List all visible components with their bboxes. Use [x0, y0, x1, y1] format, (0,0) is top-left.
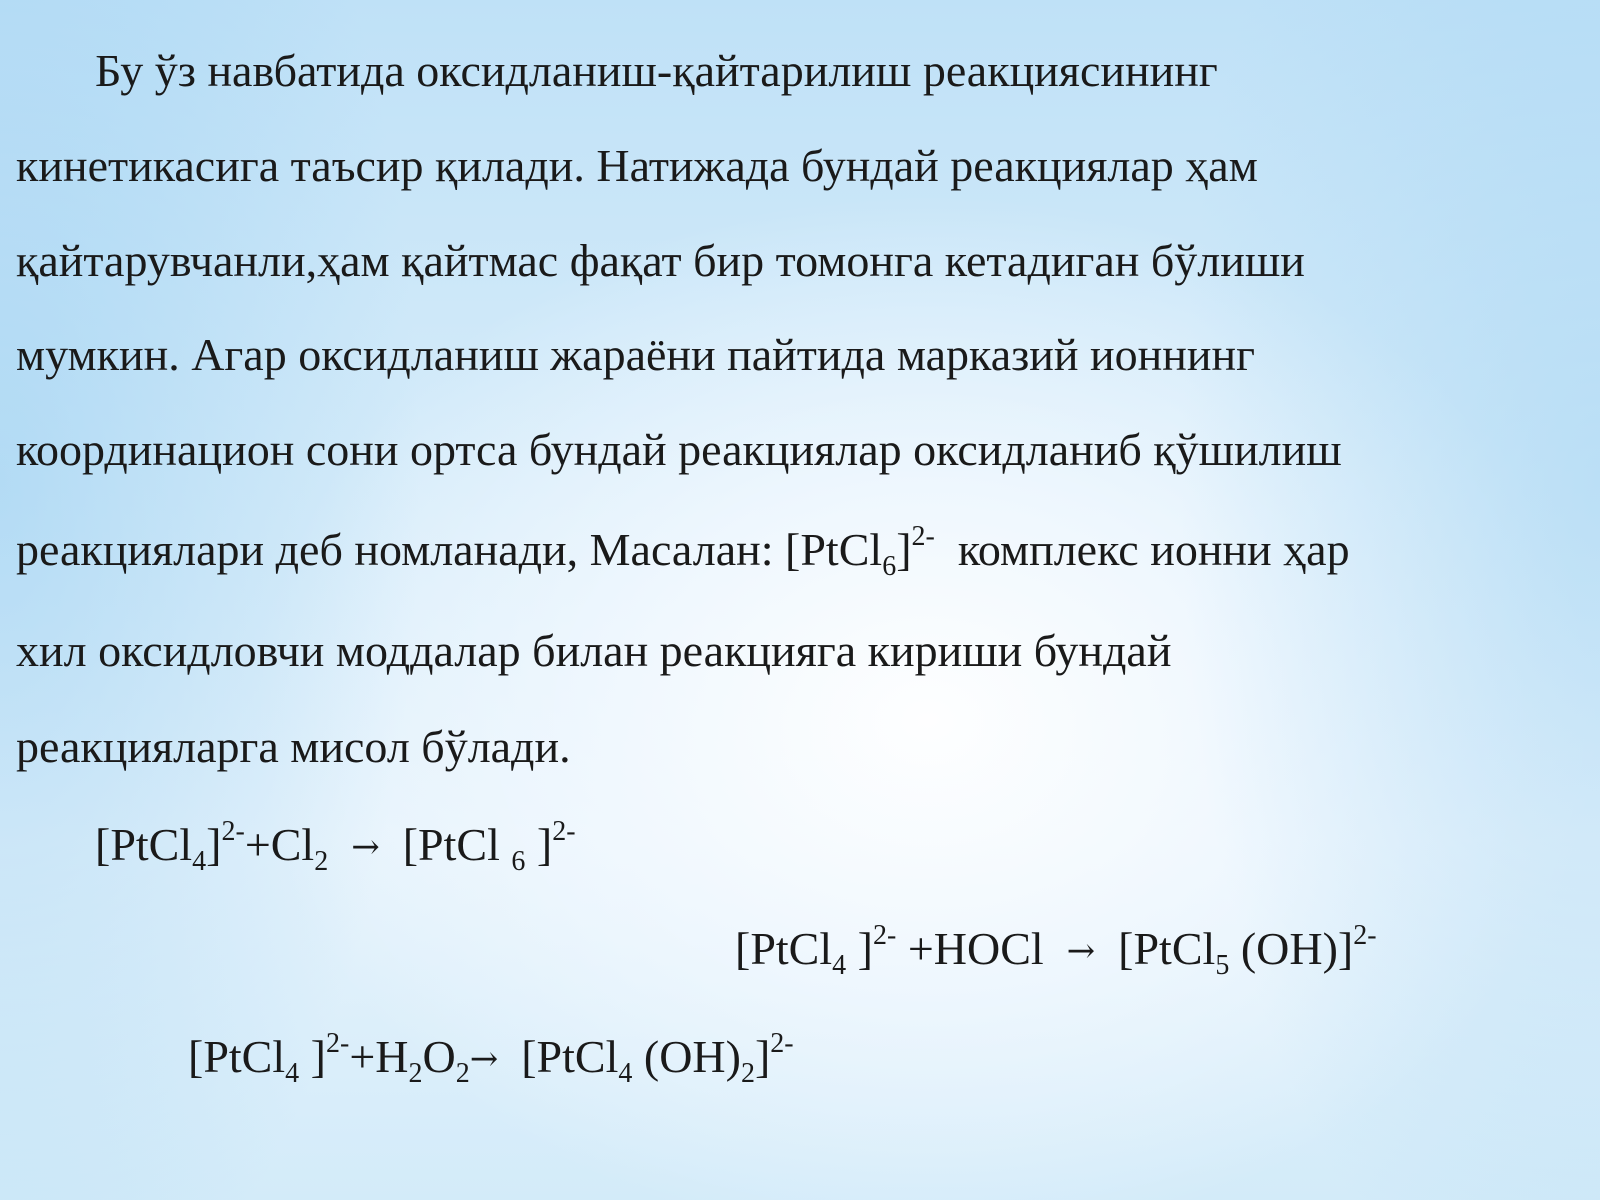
formula-open: [PtCl [785, 524, 883, 575]
line-6-prefix: реакциялари деб номланади, Масалан: [16, 524, 774, 575]
paragraph-line-3: қайтарувчанли,ҳам қайтмас фақат бир томонга кетадиган бўлиши [16, 235, 1305, 286]
eq1-product-close: ] [536, 819, 553, 870]
inline-formula [785, 521, 935, 582]
eq3-h-sub: 2 [408, 1058, 423, 1089]
eq2-product-mid: (OH)] [1240, 923, 1354, 974]
formula-subscript: 6 [882, 551, 897, 582]
equation-3 [188, 1028, 794, 1089]
eq1-reagent-sub: 2 [314, 846, 329, 877]
line-6-suffix: комплекс ионни ҳар [957, 524, 1350, 575]
eq2-product-open: [PtCl [1118, 923, 1216, 974]
eq3-product-mid: (OH) [643, 1031, 741, 1082]
eq3-reactant [188, 1028, 350, 1089]
eq3-reactant-close: ] [310, 1031, 326, 1082]
eq1-product-charge: 2- [552, 816, 576, 847]
paragraph-line-8: реакцияларга мисол бўлади. [16, 721, 571, 772]
formula-close: ] [896, 524, 912, 575]
eq2-reactant-open: [PtCl [735, 923, 833, 974]
eq3-product-sub: 4 [618, 1058, 633, 1089]
eq2-product-charge: 2- [1353, 920, 1377, 951]
eq1-reagent: +Cl [244, 819, 315, 870]
eq3-product-oh-sub: 2 [740, 1058, 755, 1089]
eq2-product [1118, 920, 1377, 981]
paragraph-line-2: кинетикасига таъсир қилади. Натижада бундай реакциялар ҳам [16, 140, 1258, 191]
eq3-plus-h: +H [349, 1031, 409, 1082]
equation-1 [95, 816, 576, 877]
eq3-o: O [422, 1031, 456, 1082]
eq1-reactant-sub: 4 [192, 846, 207, 877]
eq1-reactant-close: ] [206, 819, 222, 870]
eq3-product-charge: 2- [770, 1028, 794, 1059]
equation-2 [735, 920, 1377, 981]
eq2-arrow-icon: → [1066, 931, 1096, 971]
eq3-o-sub: 2 [455, 1058, 470, 1089]
eq2-reactant-close: ] [857, 923, 873, 974]
eq1-product [402, 816, 576, 877]
paragraph-line-4: мумкин. Агар оксидланиш жараёни пайтида марказий ионнинг [16, 329, 1255, 380]
eq2-reactant-charge: 2- [872, 920, 897, 951]
eq1-reactant-open: [PtCl [95, 819, 193, 870]
eq1-product-sub: 6 [511, 846, 526, 877]
formula-charge: 2- [911, 521, 935, 552]
eq2-reactant [735, 920, 897, 981]
eq3-arrow-icon: → [469, 1039, 499, 1079]
paragraph-line-6 [16, 521, 1350, 582]
eq3-reactant-sub: 4 [285, 1058, 300, 1089]
eq3-product [521, 1028, 794, 1089]
paragraph-line-7: хил оксидловчи моддалар билан реакцияга кириши бундай [16, 625, 1172, 676]
eq1-reactant [95, 816, 245, 877]
eq2-product-sub: 5 [1215, 950, 1230, 981]
eq3-reactant-charge: 2- [325, 1028, 350, 1059]
eq2-reactant-sub: 4 [832, 950, 847, 981]
paragraph-line-1: Бу ўз навбатида оксидланиш-қайтарилиш реакциясининг [95, 45, 1218, 96]
eq3-product-open: [PtCl [521, 1031, 619, 1082]
eq3-reactant-open: [PtCl [188, 1031, 286, 1082]
eq2-reagent: +HOCl [907, 923, 1044, 974]
eq1-product-open: [PtCl [402, 819, 500, 870]
paragraph-line-5: координацион сони ортса бундай реакциялар оксидланиб қўшилиш [16, 424, 1342, 475]
eq1-reactant-charge: 2- [221, 816, 245, 847]
eq3-product-close: ] [754, 1031, 771, 1082]
eq1-arrow-icon: → [351, 827, 380, 867]
